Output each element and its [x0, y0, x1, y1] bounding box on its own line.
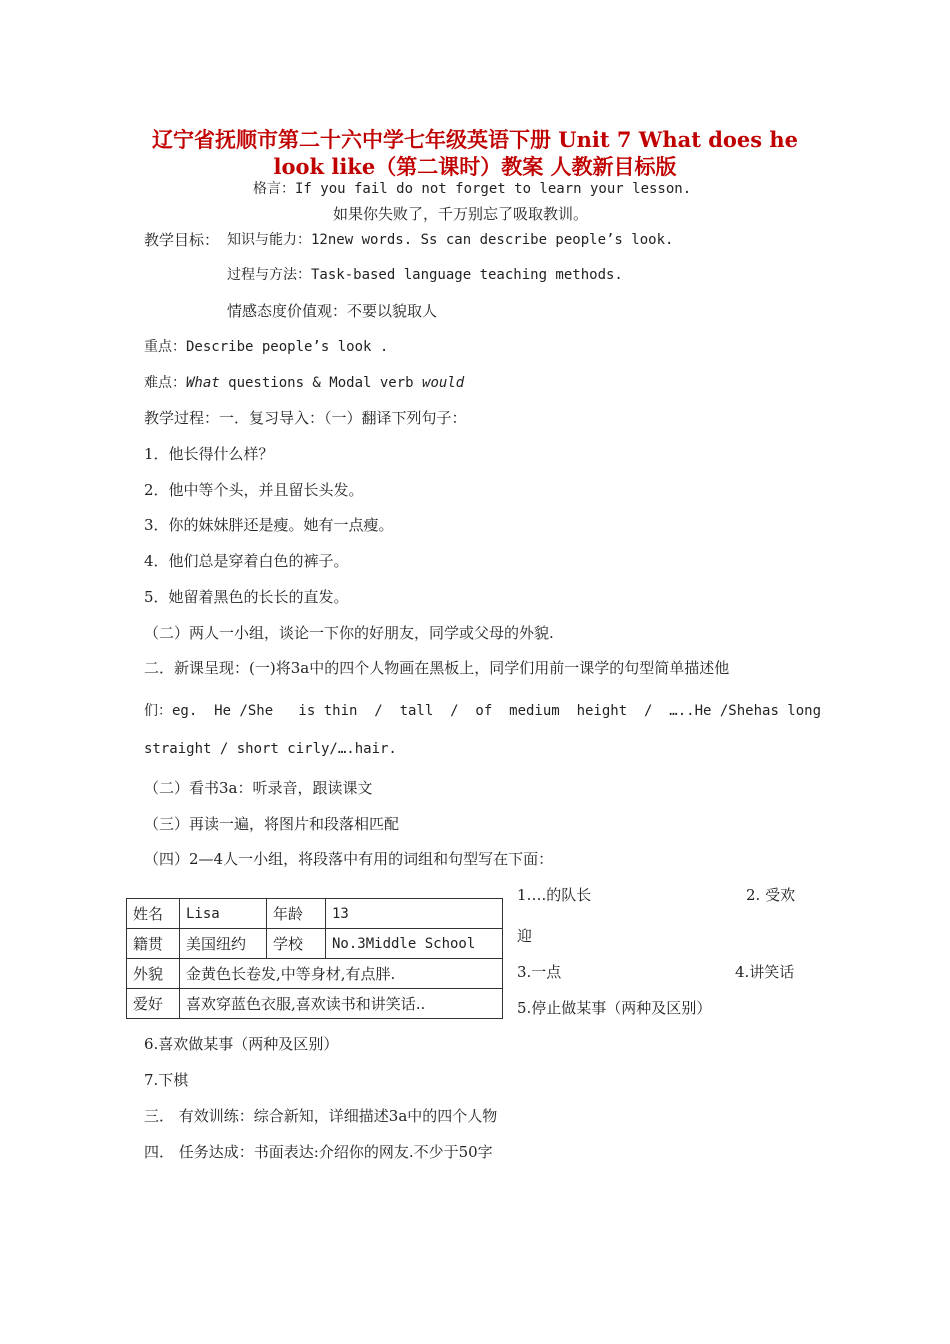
- motto-english: 格言：If you fail do not forget to learn your lesson.: [253, 181, 692, 197]
- sentence-item: 3．你的妹妹胖还是瘦。她有一点瘦。: [144, 516, 394, 534]
- table-cell: 外貌: [127, 959, 180, 989]
- table-row: [127, 959, 503, 989]
- table-cell: 年龄: [267, 899, 326, 929]
- step-item: （二）看书3a：听录音，跟读课文: [144, 779, 373, 797]
- table-row: [127, 899, 503, 929]
- difficulty-mid: questions & Modal verb: [219, 375, 423, 391]
- objective-knowledge: 知识与能力：12new words. Ss can describe people’s look.: [227, 232, 674, 248]
- difficulty-would: would: [422, 375, 465, 391]
- table-cell: 美国纽约: [180, 929, 267, 959]
- phrase-item: 2. 受欢: [746, 886, 796, 904]
- phrase-item: 7.下棋: [144, 1071, 189, 1089]
- table-row: [127, 929, 503, 959]
- phrase-item: 4.讲笑话: [735, 963, 795, 981]
- phrase-item: 1….的队长: [517, 886, 592, 904]
- pair-work: （二）两人一小组，谈论一下你的好朋友，同学或父母的外貌.: [144, 624, 554, 642]
- task-section: 四． 任务达成：书面表达:介绍你的网友.不少于50字: [144, 1143, 493, 1161]
- objectives-label: 教学目标：: [144, 231, 220, 249]
- table-cell: 13: [326, 899, 503, 929]
- table-cell: 金黄色长卷发,中等身材,有点胖.: [180, 959, 503, 989]
- objective-process: 过程与方法：Task-based language teaching methods.: [227, 267, 623, 283]
- phrase-item: 5.停止做某事（两种及区别）: [517, 999, 712, 1017]
- phrase-item: 6.喜欢做某事（两种及区别）: [144, 1035, 339, 1053]
- table-cell: 喜欢穿蓝色衣服,喜欢读书和讲笑话..: [180, 989, 503, 1019]
- table-cell: No.3Middle School: [326, 929, 503, 959]
- procedure-heading: 教学过程：一．复习导入：（一）翻译下列句子：: [144, 409, 467, 427]
- step-item: （四）2—4人一小组，将段落中有用的词组和句型写在下面：: [144, 850, 554, 868]
- phrase-item: 迎: [517, 927, 533, 945]
- table-row: [127, 989, 503, 1019]
- step-item: （三）再读一遍，将图片和段落相匹配: [144, 815, 400, 833]
- table-cell: 爱好: [127, 989, 180, 1019]
- sentence-item: 2．他中等个头，并且留长头发。: [144, 481, 364, 499]
- motto-chinese: 如果你失败了，千万别忘了吸取教训。: [333, 205, 589, 223]
- phrase-item: 3.一点: [517, 963, 562, 981]
- new-lesson-line1: 二．新课呈现：(一)将3a中的四个人物画在黑板上，同学们用前一课学的句型简单描述他: [144, 659, 730, 677]
- sentence-item: 4．他们总是穿着白色的裤子。: [144, 552, 349, 570]
- training-section: 三． 有效训练：综合新知，详细描述3a中的四个人物: [144, 1107, 498, 1125]
- sentence-item: 5．她留着黑色的长长的直发。: [144, 588, 349, 606]
- key-point: 重点：Describe people’s look .: [144, 339, 389, 355]
- person-info-table: [126, 898, 503, 1019]
- table-cell: 学校: [267, 929, 326, 959]
- difficulty-label: 难点：: [144, 375, 186, 391]
- table-cell: 籍贯: [127, 929, 180, 959]
- new-lesson-line2: 们：eg. He /She is thin / tall / of medium height / …..He /Shehas long: [144, 703, 822, 719]
- document-title-line2: look like（第二课时）教案 人教新目标版: [273, 154, 677, 179]
- table-cell: Lisa: [180, 899, 267, 929]
- document-title-line1: 辽宁省抚顺市第二十六中学七年级英语下册 Unit 7 What does he: [151, 127, 799, 152]
- sentence-item: 1．他长得什么样？: [144, 445, 274, 463]
- new-lesson-line3: straight / short cirly/….hair.: [144, 741, 397, 757]
- table-cell: 姓名: [127, 899, 180, 929]
- difficulty: [144, 372, 464, 392]
- difficulty-what: What: [186, 375, 220, 391]
- objective-emotion: 情感态度价值观：不要以貌取人: [227, 302, 438, 320]
